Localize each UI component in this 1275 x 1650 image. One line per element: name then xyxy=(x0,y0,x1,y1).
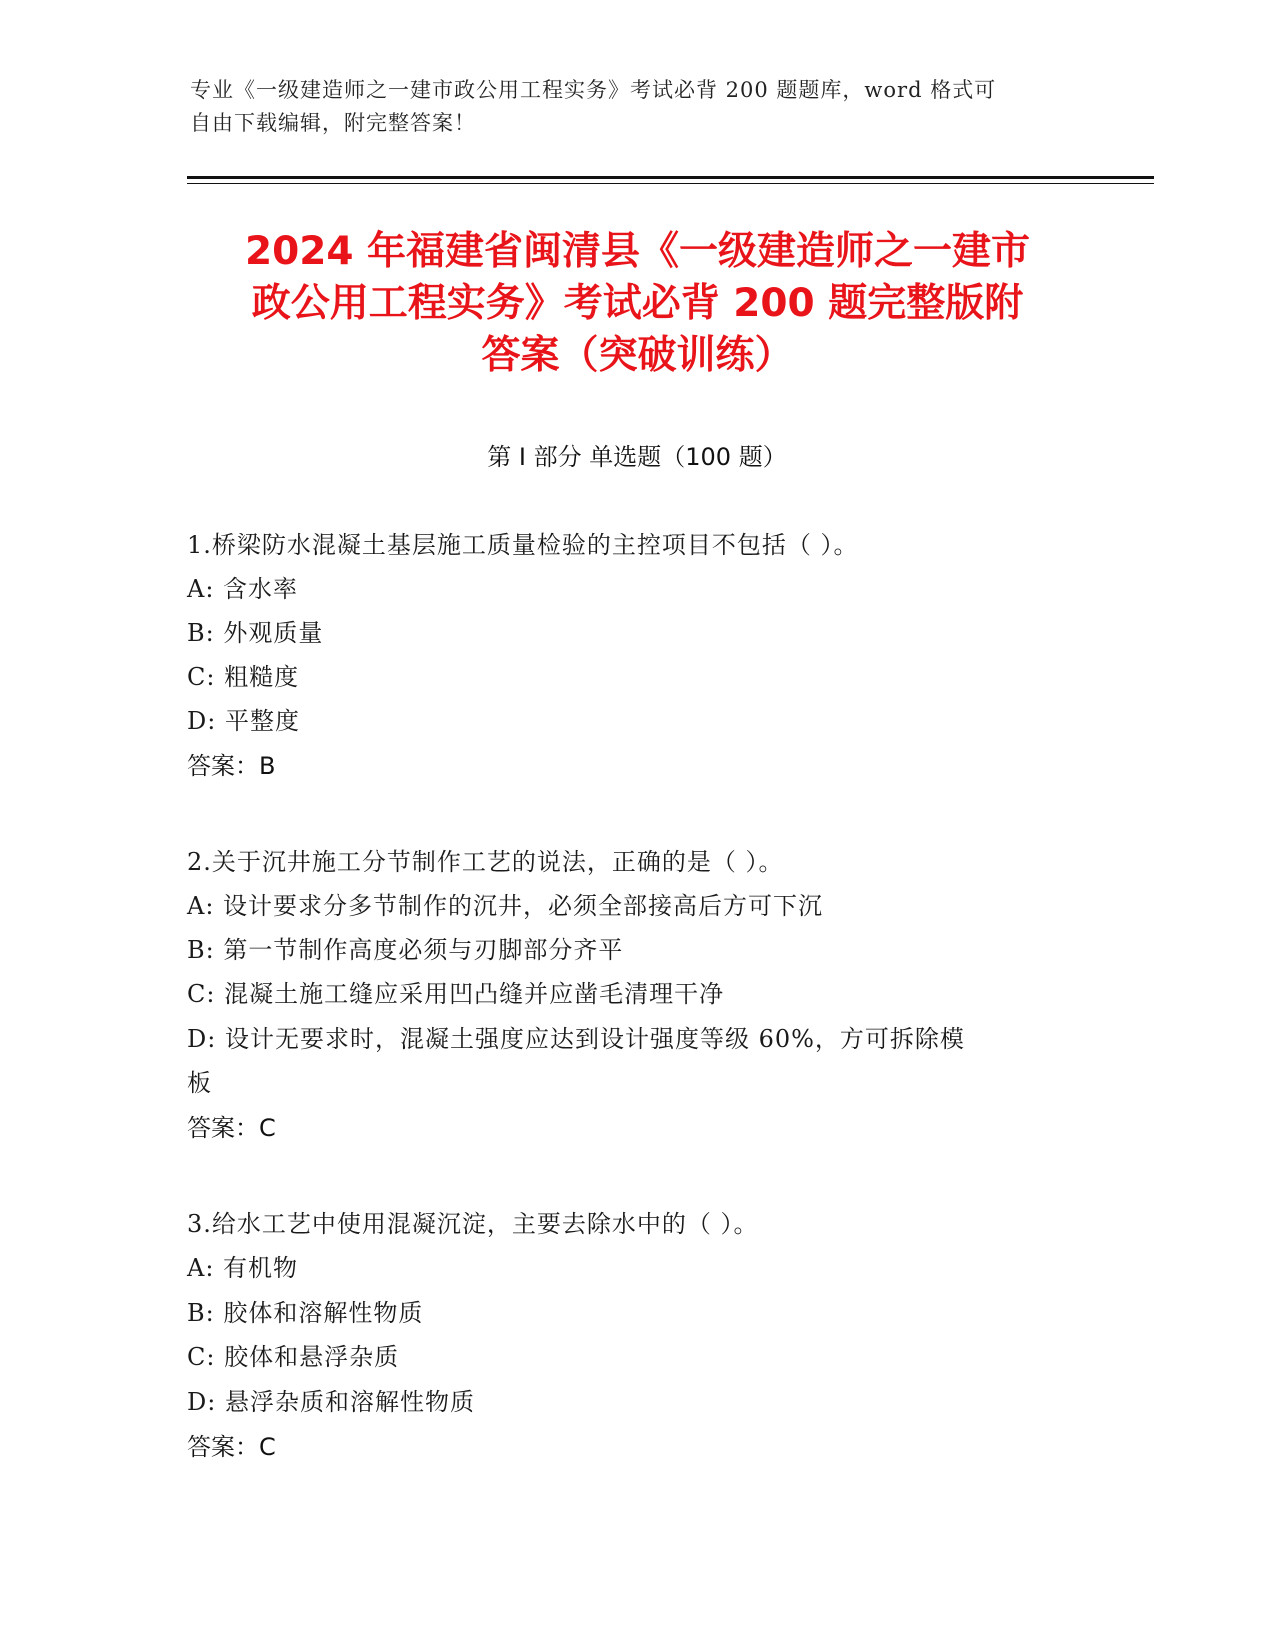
question-3-option-b: B: 胶体和溶解性物质 xyxy=(187,1299,424,1327)
document-title-line-1: 2024 年福建省闽清县《一级建造师之一建市 xyxy=(244,229,1031,274)
question-1-stem: 1.桥梁防水混凝土基层施工质量检验的主控项目不包括（ ）。 xyxy=(187,531,859,559)
question-2-option-b: B: 第一节制作高度必须与刃脚部分齐平 xyxy=(187,936,624,964)
question-2-option-a: A: 设计要求分多节制作的沉井，必须全部接高后方可下沉 xyxy=(187,892,824,920)
question-2-option-c: C: 混凝土施工缝应采用凹凸缝并应凿毛清理干净 xyxy=(187,980,725,1008)
question-3-option-c: C: 胶体和悬浮杂质 xyxy=(187,1343,400,1371)
header-note xyxy=(190,74,1070,140)
header-note-line-2: 自由下载编辑，附完整答案！ xyxy=(190,111,476,135)
question-1-answer: 答案：B xyxy=(187,752,276,780)
document-title xyxy=(160,226,1115,382)
section-title: 第 I 部分 单选题（100 题） xyxy=(487,443,787,471)
header-rule-thin xyxy=(187,183,1154,184)
header-note-line-1: 专业《一级建造师之一建市政公用工程实务》考试必背 200 题题库，word 格式可 xyxy=(190,78,997,102)
question-2-answer: 答案：C xyxy=(187,1114,276,1142)
question-3-option-a: A: 有机物 xyxy=(187,1254,299,1282)
question-2-stem: 2.关于沉井施工分节制作工艺的说法，正确的是（ ）。 xyxy=(187,848,784,876)
document-title-line-2: 政公用工程实务》考试必背 200 题完整版附 xyxy=(251,281,1024,326)
question-2-option-d: D: 设计无要求时，混凝土强度应达到设计强度等级 60%，方可拆除模 xyxy=(187,1025,965,1053)
document-title-line-3: 答案（突破训练） xyxy=(481,333,794,378)
question-3-stem: 3.给水工艺中使用混凝沉淀，主要去除水中的（ ）。 xyxy=(187,1210,759,1238)
question-1-option-b: B: 外观质量 xyxy=(187,619,324,647)
question-2-option-d-wrap: 板 xyxy=(187,1069,212,1097)
header-rule-thick xyxy=(187,176,1154,179)
question-1-option-d: D: 平整度 xyxy=(187,707,300,735)
question-1-option-c: C: 粗糙度 xyxy=(187,663,300,691)
question-1-option-a: A: 含水率 xyxy=(187,575,299,603)
question-3-answer: 答案：C xyxy=(187,1433,276,1461)
question-3-option-d: D: 悬浮杂质和溶解性物质 xyxy=(187,1388,475,1416)
